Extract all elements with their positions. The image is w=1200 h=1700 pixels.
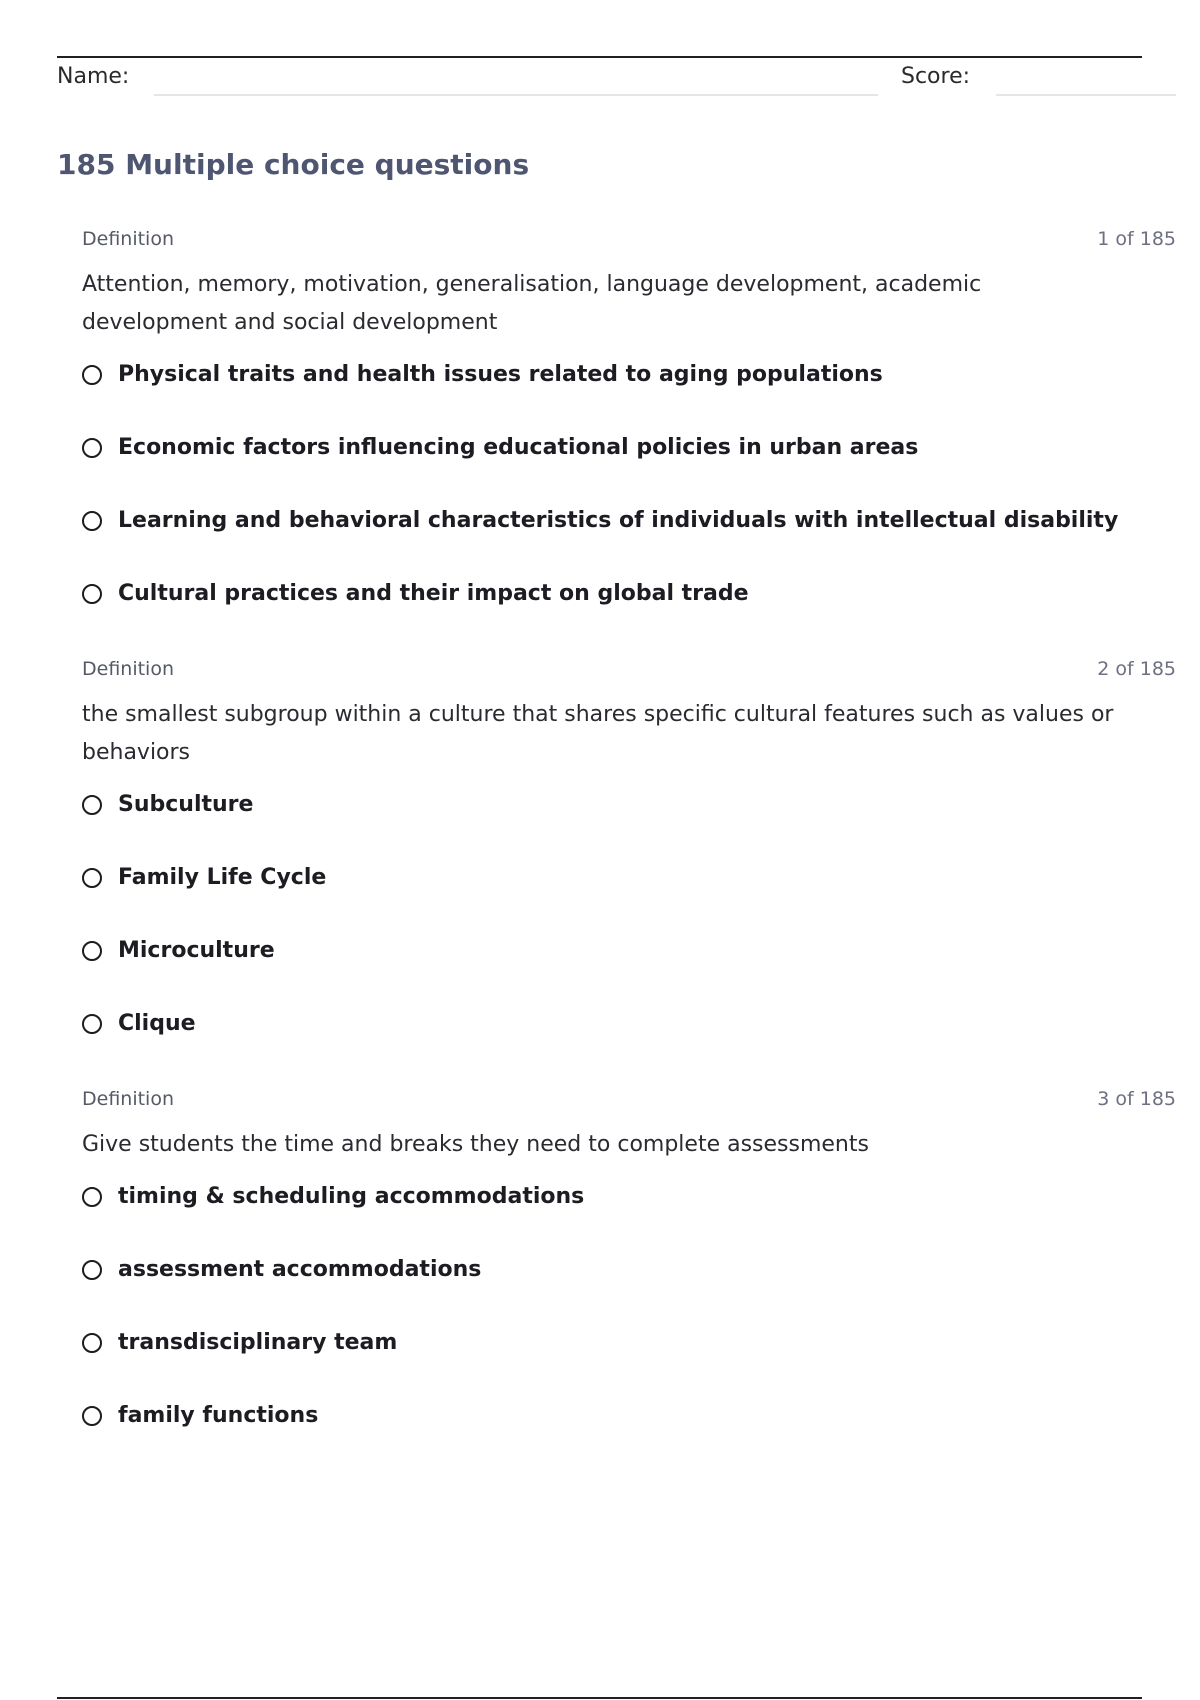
radio-icon[interactable] [82,1014,102,1034]
answer-option-label: family functions [118,1403,319,1428]
radio-icon[interactable] [82,1260,102,1280]
question-counter: 2 of 185 [1097,658,1176,680]
radio-icon[interactable] [82,511,102,531]
question-type-label: Definition [82,1088,175,1110]
answer-option[interactable] [82,510,1176,583]
answer-option[interactable] [82,1405,1176,1478]
top-rule [57,56,1142,58]
score-field[interactable] [996,94,1176,96]
answer-option-label: timing & scheduling accommodations [118,1184,585,1209]
answer-option[interactable] [82,1013,1176,1086]
answer-option[interactable] [82,364,1176,437]
answer-option-label: assessment accommodations [118,1257,482,1282]
radio-icon[interactable] [82,584,102,604]
question-counter: 3 of 185 [1097,1088,1176,1110]
question-counter: 1 of 185 [1097,228,1176,250]
answer-option[interactable] [82,940,1176,1013]
answer-option-label: Economic factors influencing educational policies in urban areas [118,435,919,460]
answer-option-label: Clique [118,1011,196,1036]
question-type-label: Definition [82,228,175,250]
name-label: Name: [57,64,130,89]
question-type-label: Definition [82,658,175,680]
answer-options [82,364,1176,656]
answer-options [82,794,1176,1086]
answer-option[interactable] [82,867,1176,940]
answer-option[interactable] [82,437,1176,510]
question-prompt: Give students the time and breaks they need to complete assessments [82,1132,869,1157]
radio-icon[interactable] [82,795,102,815]
question-prompt: Attention, memory, motivation, generalisation, language development, academic development and social development [82,272,982,335]
answer-option-label: transdisciplinary team [118,1330,398,1355]
question-card [82,658,1176,1086]
question-prompt: the smallest subgroup within a culture that shares specific cultural features such as values or behaviors [82,702,1114,765]
answer-option-label: Learning and behavioral characteristics of individuals with intellectual disability [118,508,1119,533]
answer-option[interactable] [82,1186,1176,1259]
answer-option[interactable] [82,794,1176,867]
radio-icon[interactable] [82,365,102,385]
radio-icon[interactable] [82,1333,102,1353]
answer-option-label: Cultural practices and their impact on global trade [118,581,749,606]
radio-icon[interactable] [82,941,102,961]
name-field[interactable] [154,94,878,96]
page-title: 185 Multiple choice questions [57,148,530,181]
radio-icon[interactable] [82,868,102,888]
answer-options [82,1186,1176,1478]
radio-icon[interactable] [82,1406,102,1426]
score-label: Score: [901,64,971,89]
radio-icon[interactable] [82,1187,102,1207]
question-card [82,228,1176,656]
bottom-rule [57,1697,1142,1699]
answer-option-label: Microculture [118,938,275,963]
answer-option-label: Family Life Cycle [118,865,327,890]
answer-option[interactable] [82,1332,1176,1405]
answer-option[interactable] [82,1259,1176,1332]
answer-option-label: Subculture [118,792,254,817]
answer-option-label: Physical traits and health issues related to aging populations [118,362,883,387]
question-card [82,1088,1176,1478]
radio-icon[interactable] [82,438,102,458]
answer-option[interactable] [82,583,1176,656]
